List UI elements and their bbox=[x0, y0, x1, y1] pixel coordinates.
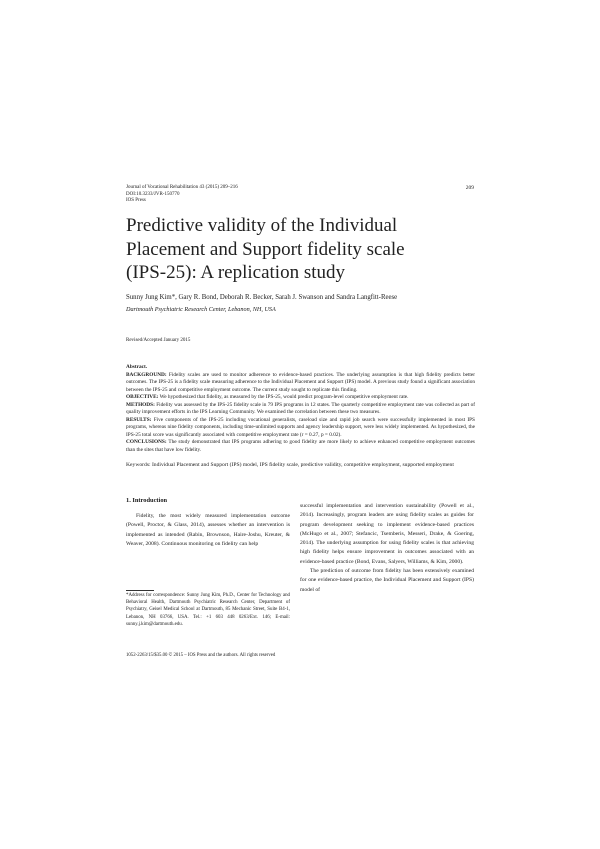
background-text: Fidelity scales are used to monitor adherence to evidence-based practices. The underlying assumption is that high fidelity predicts better outcomes. The IPS-25 is a fidelity scale measuring adherence to the Individual Placement and Support (IPS) model. A previous study found a significant association between the IPS-25 and competitive employment outcome. The current study sought to replicate this finding. bbox=[126, 371, 475, 393]
intro-paragraph: Fidelity, the most widely measured implementation outcome (Powell, Proctor, & Glass, 2014), assesses whether an intervention is implemented as intended (Rabin, Brownson, Haire-Joshu, Kreuter, & Weaver, 2008). Continuous monitoring on fidelity can help bbox=[126, 513, 290, 547]
abstract-methods bbox=[126, 402, 475, 417]
abstract bbox=[126, 364, 475, 454]
abstract-objective bbox=[126, 394, 475, 402]
journal-publisher: IOS Press bbox=[126, 198, 146, 204]
methods-text: Fidelity was assessed by the IPS-25 fidelity scale in 79 IPS programs in 12 states. The quarterly competitive employment rate was collected as part of quality improvement efforts in the IPS Learning Community. We examined the correlation between these two measures. bbox=[126, 401, 475, 415]
affiliation: Dartmouth Psychiatric Research Center, Lebanon, NH, USA bbox=[126, 306, 276, 313]
background-label: BACKGROUND: bbox=[126, 371, 167, 378]
revision-dates: Revised/Accepted January 2015 bbox=[126, 338, 191, 343]
body-paragraph: The prediction of outcome from fidelity has been extensively examined for one evidence-based practice, the Individual Placement and Support (IPS) model of bbox=[300, 568, 474, 593]
section-title: 1. Introduction bbox=[126, 497, 168, 504]
results-label: RESULTS: bbox=[126, 416, 152, 423]
abstract-conclusions bbox=[126, 439, 475, 454]
methods-label: METHODS: bbox=[126, 401, 155, 408]
title-line: (IPS-25): A replication study bbox=[126, 262, 346, 283]
results-text: Five components of the IPS-25 including vocational generalists, caseload size and rapid job search were successfully implemented in most IPS programs, whereas nine fidelity components, including time-unlimited supports and agency leadership support, were less widely implemented. As hypothesized, the IPS-25 total score was significantly associated with competitive employment rate (r = 0.27, p = 0.02). bbox=[126, 416, 475, 438]
left-column bbox=[126, 512, 290, 549]
abstract-background bbox=[126, 372, 475, 395]
author-list: Sunny Jung Kim*, Gary R. Bond, Deborah R. Becker, Sarah J. Swanson and Sandra Langfitt-Reese bbox=[126, 294, 398, 301]
body-paragraph: successful implementation and intervention sustainability (Powell et al., 2014). Increasingly, program leaders are using fidelity scales as guides for program development seeking to implement evidence-based practices (McHugo et al., 2007; Stefancic, Tsemberis, Messeri, Drake, & Goering, 2014). The underlying assumption for using fidelity scales is that achieving high fidelity helps ensure improvement in outcomes associated with an evidence-based practice (Bond, Evans, Salyers, Williams, & Kim, 2000). bbox=[300, 503, 474, 565]
conclusions-label: CONCLUSIONS: bbox=[126, 439, 167, 445]
objective-label: OBJECTIVE: bbox=[126, 394, 159, 400]
journal-doi: DOI:10.3233/JVR-150770 bbox=[126, 191, 180, 197]
abstract-heading: Abstract. bbox=[126, 364, 148, 370]
keywords: Keywords: Individual Placement and Support (IPS) model, IPS fidelity scale, predictive validity, competitive employment, supported employment bbox=[126, 462, 454, 468]
title-line: Predictive validity of the Individual bbox=[126, 215, 398, 236]
right-column bbox=[300, 502, 474, 595]
page-number: 209 bbox=[465, 185, 474, 191]
objective-text: We hypothesized that fidelity, as measured by the IPS-25, would predict program-level competitive employment rate. bbox=[158, 394, 409, 400]
abstract-results bbox=[126, 417, 475, 440]
journal-info bbox=[126, 185, 238, 205]
copyright-notice: 1052-2263/15/$35.00 © 2015 – IOS Press and the authors. All rights reserved bbox=[126, 653, 276, 658]
footnote: *Address for correspondence: Sunny Jung Kim, Ph.D., Center for Technology and Behavioral Health, Dartmouth Psychiatric Research Center, Department of Psychiatry, Geisel Medical School at Dartmouth, 85 Mechanic Street, Suite B4-1, Lebanon, NH 03766, USA. Tel.: +1 603 448 0263/Ext. 146; E-mail: sunny.j.kim@dartmouth.edu. bbox=[126, 593, 290, 627]
paper-title bbox=[126, 214, 486, 285]
title-line: Placement and Support fidelity scale bbox=[126, 238, 405, 260]
journal-citation: Journal of Vocational Rehabilitation 43 (2015) 209–216 bbox=[126, 185, 238, 190]
footnote-divider bbox=[126, 590, 154, 591]
conclusions-text: The study demonstrated that IPS programs adhering to good fidelity are more likely to achieve enhanced competitive employment outcomes than the sites that have low fidelity. bbox=[126, 439, 475, 453]
